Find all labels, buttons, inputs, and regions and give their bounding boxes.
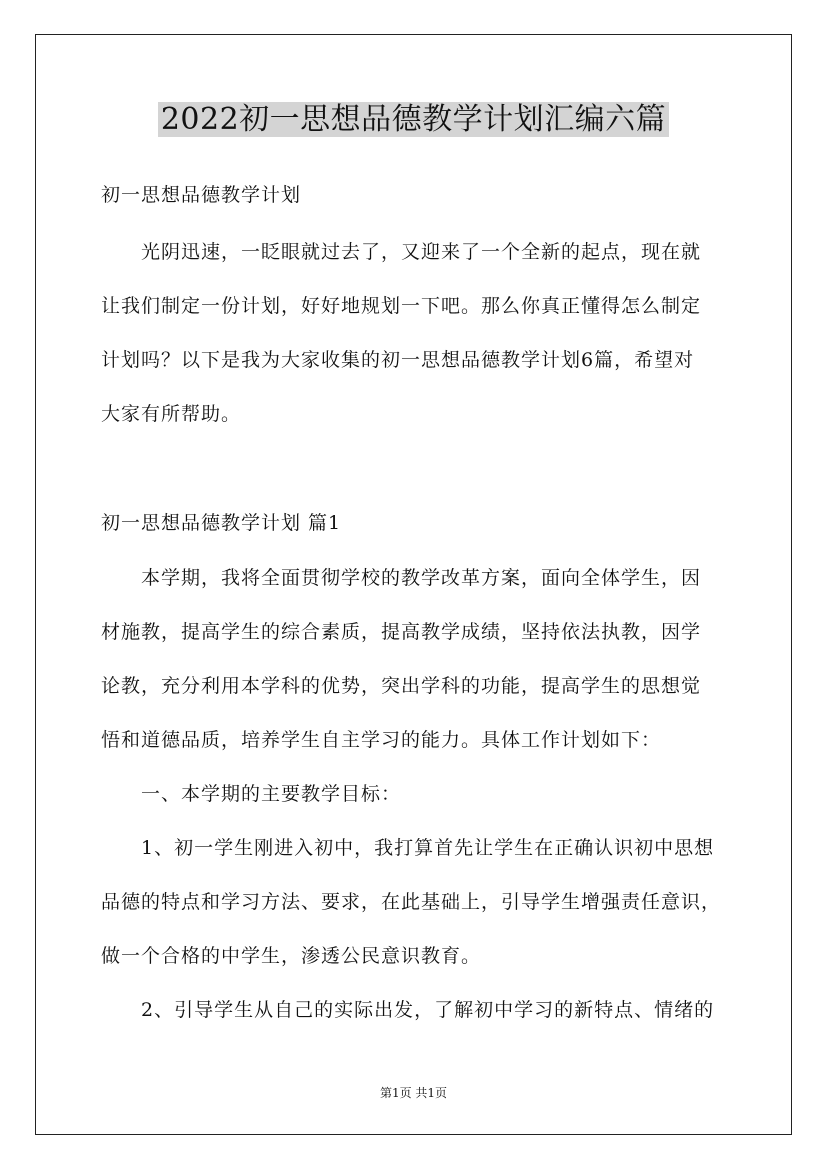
intro-paragraph-line: 让我们制定一份计划，好好地规划一下吧。那么你真正懂得怎么制定: [101, 295, 702, 317]
body-paragraph-line: 本学期，我将全面贯彻学校的教学改革方案，面向全体学生，因: [141, 567, 702, 589]
goal-item-2-line: 2、引导学生从自己的实际出发，了解初中学习的新特点、情绪的: [141, 999, 715, 1021]
section-heading-article-1: 初一思想品德教学计划 篇1: [101, 512, 342, 534]
document-title: [0, 100, 827, 140]
document-title-text: 2022初一思想品德教学计划汇编六篇: [158, 102, 669, 137]
goal-item-1-line: 品德的特点和学习方法、要求，在此基础上，引导学生增强责任意识，: [101, 891, 722, 913]
subheading-goals: 一、本学期的主要教学目标：: [141, 783, 402, 805]
goal-item-1-line: 做一个合格的中学生，渗透公民意识教育。: [101, 945, 482, 967]
section-heading-intro: 初一思想品德教学计划: [101, 184, 302, 206]
body-paragraph-line: 悟和道德品质，培养学生自主学习的能力。具体工作计划如下：: [101, 729, 662, 751]
body-paragraph-line: 材施教，提高学生的综合素质，提高教学成绩，坚持依法执教，因学: [101, 621, 702, 643]
body-paragraph-line: 论教，充分利用本学科的优势，突出学科的功能，提高学生的思想觉: [101, 675, 702, 697]
intro-paragraph-line: 光阴迅速，一眨眼就过去了，又迎来了一个全新的起点，现在就: [141, 241, 702, 263]
intro-paragraph-line: 大家有所帮助。: [101, 403, 242, 425]
page-footer: 第1页 共1页: [379, 1086, 448, 1100]
intro-paragraph-line: 计划吗？以下是我为大家收集的初一思想品德教学计划6篇，希望对: [101, 349, 695, 371]
goal-item-1-line: 1、初一学生刚进入初中，我打算首先让学生在正确认识初中思想: [141, 837, 715, 859]
